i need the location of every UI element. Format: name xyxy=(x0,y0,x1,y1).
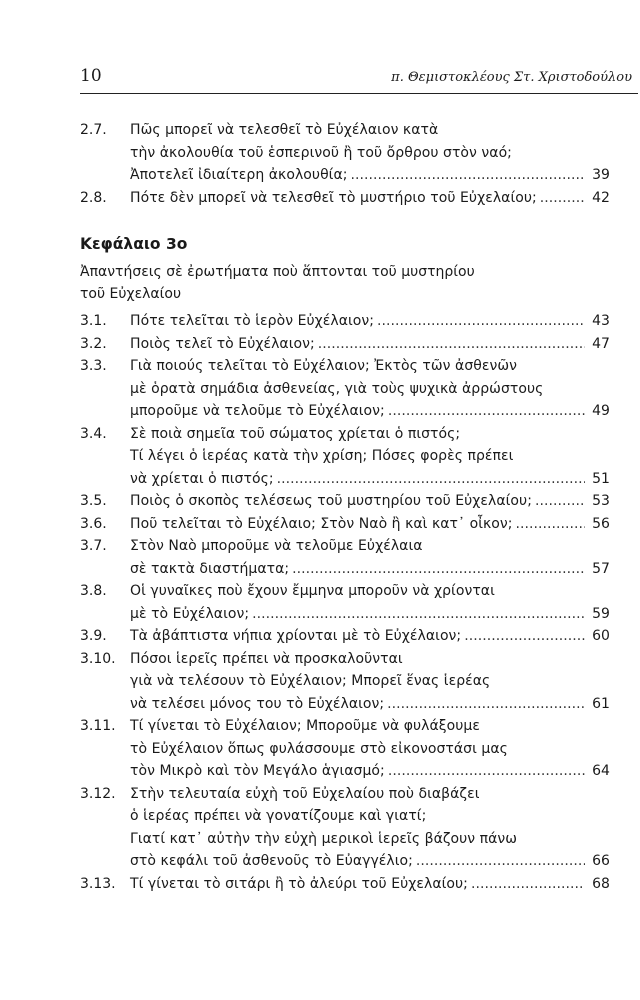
dot-leader xyxy=(464,625,585,648)
toc-entry-line: Στὴν τελευταία εὐχὴ τοῦ Εὐχελαίου ποὺ διαβάζει xyxy=(130,785,480,802)
toc-entry-line xyxy=(130,873,610,896)
dot-leader xyxy=(318,333,585,356)
toc-entry-number: 3.5. xyxy=(80,493,107,509)
toc-entry-page: 68 xyxy=(592,875,610,892)
toc-entry-line: μὲ ὁρατὰ σημάδια ἀσθενείας, γιὰ τοὺς ψυχικὰ ἀρρώστους xyxy=(130,380,544,397)
toc-entry xyxy=(80,355,610,423)
toc-entry-text: μποροῦμε νὰ τελοῦμε τὸ Εὐχέλαιον; xyxy=(130,403,385,419)
toc-entry-number: 2.7. xyxy=(80,122,107,138)
dot-leader xyxy=(351,164,585,187)
toc-entry xyxy=(80,187,610,210)
toc-entry-line xyxy=(130,400,610,423)
toc-entry xyxy=(80,625,610,648)
running-title: π. Θεμιστοκλέους Στ. Χριστοδούλου xyxy=(391,70,632,85)
toc-entry-number: 3.8. xyxy=(80,583,107,599)
toc-entry-line xyxy=(130,603,610,626)
toc-entry xyxy=(80,783,610,873)
toc-entry-line: Οἱ γυναῖκες ποὺ ἔχουν ἔμμηνα μποροῦν νὰ χρίονται xyxy=(130,583,495,599)
toc-entry-number: 3.2. xyxy=(80,335,107,352)
toc-entry-number: 3.6. xyxy=(80,515,107,532)
dot-leader xyxy=(292,558,585,581)
toc-entry-page: 66 xyxy=(592,853,610,869)
toc-entry-page: 49 xyxy=(592,403,610,419)
toc-entry-page: 61 xyxy=(592,695,610,712)
chapter-title: Κεφάλαιο 3ο xyxy=(80,235,188,253)
toc-entry-number: 3.10. xyxy=(80,650,116,667)
dot-leader xyxy=(416,850,585,873)
toc-entry-text: Τί γίνεται τὸ σιτάρι ἢ τὸ ἀλεύρι τοῦ Εὐχελαίου; xyxy=(130,875,468,892)
toc-entry-line xyxy=(130,513,610,536)
toc-entry xyxy=(80,580,610,625)
toc-entry-line: Τί γίνεται τὸ Εὐχέλαιον; Μποροῦμε νὰ φυλάξουμε xyxy=(130,718,480,734)
toc-entry-line: Γιὰ ποιούς τελεῖται τὸ Εὐχέλαιον; Ἐκτὸς τῶν ἀσθενῶν xyxy=(130,358,517,374)
toc-entry-line: τὴν ἀκολουθία τοῦ ἑσπερινοῦ ἢ τοῦ ὄρθρου στὸν ναό; xyxy=(130,144,512,161)
toc-entry xyxy=(80,535,610,580)
toc-entry-text: Ποιὸς ὁ σκοπὸς τελέσεως τοῦ μυστηρίου τοῦ Εὐχελαίου; xyxy=(130,493,532,509)
toc-entry-number: 3.13. xyxy=(80,875,116,892)
toc-entry xyxy=(80,715,610,783)
toc-entry xyxy=(80,513,610,536)
toc-entry-line xyxy=(130,333,610,356)
toc-entry xyxy=(80,310,610,333)
toc-entry-text: Πότε δὲν μπορεῖ νὰ τελεσθεῖ τὸ μυστήριο τοῦ Εὐχελαίου; xyxy=(130,189,537,206)
toc-entry-text: νὰ χρίεται ὁ πιστός; xyxy=(130,470,274,487)
toc-entry-page: 39 xyxy=(592,167,610,183)
toc-entry-line xyxy=(130,693,610,716)
toc-chapter-3-entries xyxy=(80,310,610,895)
toc-entry-line: γιὰ νὰ τελέσουν τὸ Εὐχέλαιον; Μπορεῖ ἕνας ἱερέας xyxy=(130,673,491,689)
toc-entry-line: Τί λέγει ὁ ἱερέας κατὰ τὴν χρίση; Πόσες φορὲς πρέπει xyxy=(130,448,514,464)
toc-entry-line xyxy=(130,187,610,210)
chapter-subtitle xyxy=(80,262,610,305)
toc-entry-line xyxy=(130,310,610,333)
page-number: 10 xyxy=(80,66,102,86)
toc-entry-text: Τὰ ἀβάπτιστα νήπια χρίονται μὲ τὸ Εὐχέλαιον; xyxy=(130,628,462,644)
dot-leader xyxy=(388,400,585,423)
toc-section-2-continued xyxy=(80,119,610,209)
dot-leader xyxy=(540,187,585,210)
toc-entry-line xyxy=(130,490,610,513)
toc-entry-number: 3.3. xyxy=(80,358,107,374)
toc-entry-line xyxy=(130,625,610,648)
toc-entry-line xyxy=(130,760,610,783)
toc-entry-page: 57 xyxy=(592,560,610,577)
dot-leader xyxy=(388,760,585,783)
toc-entry-text: Πότε τελεῖται τὸ ἱερὸν Εὐχέλαιον; xyxy=(130,313,375,329)
toc-entry-page: 51 xyxy=(592,470,610,487)
toc-entry-text: τὸν Μικρὸ καὶ τὸν Μεγάλο ἁγιασμό; xyxy=(130,763,385,779)
toc-entry xyxy=(80,423,610,491)
chapter-subtitle-line: Ἀπαντήσεις σὲ ἐρωτήματα ποὺ ἅπτονται τοῦ μυστηρίου xyxy=(80,264,475,280)
toc-entry-text: νὰ τελέσει μόνος του τὸ Εὐχέλαιον; xyxy=(130,695,385,712)
toc-entry-text: στὸ κεφάλι τοῦ ἀσθενοῦς τὸ Εὐαγγέλιο; xyxy=(130,853,413,869)
toc-entry xyxy=(80,648,610,716)
toc-entry xyxy=(80,873,610,896)
toc-entry-page: 42 xyxy=(592,189,610,206)
toc-entry-text: σὲ τακτὰ διαστήματα; xyxy=(130,560,290,577)
toc-entry-line: Στὸν Ναὸ μποροῦμε νὰ τελοῦμε Εὐχέλαια xyxy=(130,538,423,554)
chapter-subtitle-line: τοῦ Εὐχελαίου xyxy=(80,285,182,302)
toc-entry-text: Ἀποτελεῖ ἰδιαίτερη ἀκολουθία; xyxy=(130,167,348,183)
toc-entry-number: 3.12. xyxy=(80,785,116,802)
toc-entry-number: 3.4. xyxy=(80,425,107,442)
toc-entry-line: Σὲ ποιὰ σημεῖα τοῦ σώματος χρίεται ὁ πιστός; xyxy=(130,425,461,442)
toc-entry-text: Ποῦ τελεῖται τὸ Εὐχέλαιο; Στὸν Ναὸ ἢ καὶ κατ᾽ οἶκον; xyxy=(130,515,513,532)
toc-entry xyxy=(80,119,610,187)
dot-leader xyxy=(387,693,585,716)
toc-entry-line xyxy=(130,558,610,581)
toc-entry-text: Ποιὸς τελεῖ τὸ Εὐχέλαιον; xyxy=(130,335,315,352)
dot-leader xyxy=(516,513,585,536)
toc-entry-line xyxy=(130,468,610,491)
chapter-3 xyxy=(80,232,610,895)
header-rule xyxy=(80,93,638,94)
dot-leader xyxy=(252,603,585,626)
toc-entry xyxy=(80,490,610,513)
toc-entry-page: 56 xyxy=(592,515,610,532)
toc-entry-page: 59 xyxy=(592,605,610,622)
toc-entry-text: μὲ τὸ Εὐχέλαιον; xyxy=(130,605,250,622)
toc-entry-line: Πῶς μπορεῖ νὰ τελεσθεῖ τὸ Εὐχέλαιον κατὰ xyxy=(130,122,439,138)
dot-leader xyxy=(535,490,585,513)
toc-entry-page: 53 xyxy=(592,493,610,509)
toc-entry-number: 2.8. xyxy=(80,189,107,206)
toc-entry-page: 60 xyxy=(592,628,610,644)
dot-leader xyxy=(471,873,585,896)
toc-entry-number: 3.1. xyxy=(80,313,107,329)
toc-entry-line: ὁ ἱερέας πρέπει νὰ γονατίζουμε καὶ γιατί; xyxy=(130,808,427,824)
toc-entry-page: 43 xyxy=(592,313,610,329)
running-header xyxy=(80,66,640,86)
toc-entry-line xyxy=(130,850,610,873)
toc-entry-line: τὸ Εὐχέλαιον ὅπως φυλάσσουμε στὸ εἰκονοστάσι μας xyxy=(130,740,508,757)
toc-entry-number: 3.11. xyxy=(80,718,116,734)
toc-entry-number: 3.9. xyxy=(80,628,107,644)
toc-entry-line: Γιατί κατ᾽ αὐτὴν τὴν εὐχὴ μερικοὶ ἱερεῖς βάζουν πάνω xyxy=(130,830,518,847)
toc-entry-line xyxy=(130,164,610,187)
dot-leader xyxy=(277,468,585,491)
toc-entry-page: 47 xyxy=(592,335,610,352)
toc-entry-number: 3.7. xyxy=(80,538,107,554)
dot-leader xyxy=(377,310,585,333)
toc-entry-line: Πόσοι ἱερεῖς πρέπει νὰ προσκαλοῦνται xyxy=(130,650,403,667)
toc-entry-page: 64 xyxy=(592,763,610,779)
toc-entry xyxy=(80,333,610,356)
